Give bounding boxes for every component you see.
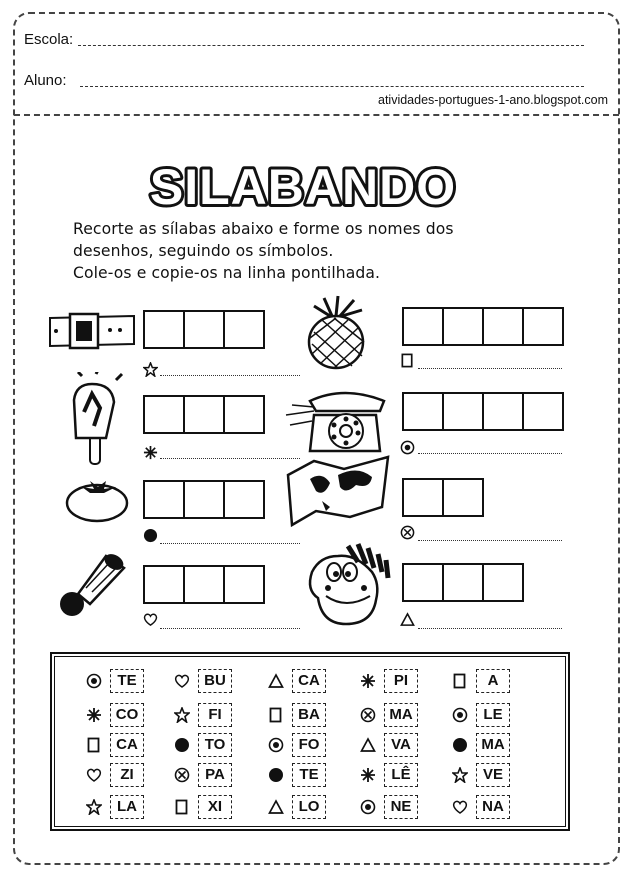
syllable-tile[interactable] <box>452 733 510 757</box>
triangle-icon <box>268 673 284 689</box>
square-icon <box>86 737 102 753</box>
square-icon <box>452 673 468 689</box>
syllable-tile[interactable] <box>174 795 232 819</box>
syllable-text: FI <box>198 703 232 727</box>
syllable-text: CO <box>110 703 144 727</box>
heart-icon <box>86 767 102 783</box>
star-icon <box>452 767 468 783</box>
syllable-text: MA <box>384 703 418 727</box>
syllable-text: TE <box>292 763 326 787</box>
syllable-text: BA <box>292 703 326 727</box>
syllable-tile[interactable] <box>268 669 326 693</box>
syllable-text: BU <box>198 669 232 693</box>
dotted-answer-line[interactable] <box>160 543 300 544</box>
syllable-text: MA <box>476 733 510 757</box>
syllable-tile[interactable] <box>268 763 326 787</box>
circle-x-icon <box>400 525 415 540</box>
star-icon <box>86 799 102 815</box>
answer-boxes <box>143 310 263 349</box>
syllable-tile[interactable] <box>86 795 144 819</box>
page-title <box>128 150 478 220</box>
syllable-box[interactable] <box>402 307 444 346</box>
syllable-text: LO <box>292 795 326 819</box>
syllable-box[interactable] <box>223 480 265 519</box>
school-field <box>24 31 73 48</box>
syllable-tile[interactable] <box>174 733 232 757</box>
syllable-tile[interactable] <box>268 703 326 727</box>
syllable-text: PI <box>384 669 418 693</box>
answer-boxes <box>402 307 562 346</box>
circle-dot-icon <box>86 673 102 689</box>
answer-boxes <box>402 563 522 602</box>
syllable-tile[interactable] <box>360 733 418 757</box>
syllable-box[interactable] <box>223 565 265 604</box>
syllable-tile[interactable] <box>174 703 232 727</box>
syllable-text: CA <box>110 733 144 757</box>
circle-dot-icon <box>268 737 284 753</box>
syllable-box[interactable] <box>402 563 444 602</box>
asterisk-icon <box>86 707 102 723</box>
circle-dot-icon <box>360 799 376 815</box>
syllable-tile[interactable] <box>174 669 232 693</box>
syllable-text: LE <box>476 703 510 727</box>
syllable-text: FO <box>292 733 326 757</box>
school-label: Escola: <box>24 31 74 48</box>
instruction-line: desenhos, seguindo os símbolos. <box>73 242 334 260</box>
syllable-text: LÊ <box>384 763 418 787</box>
star-icon <box>174 707 190 723</box>
dotted-answer-line[interactable] <box>160 375 300 376</box>
heart-icon <box>143 612 158 627</box>
instruction-line: Recorte as sílabas abaixo e forme os nomes dos <box>73 220 454 238</box>
syllable-tile[interactable] <box>360 795 418 819</box>
syllable-box[interactable] <box>143 395 185 434</box>
square-icon <box>174 799 190 815</box>
pineapple-icon <box>302 294 376 370</box>
circle-x-icon <box>174 767 190 783</box>
filled-circle-icon <box>174 737 190 753</box>
syllable-box[interactable] <box>522 392 564 431</box>
syllable-box[interactable] <box>482 307 524 346</box>
syllable-text: PA <box>198 763 232 787</box>
syllable-text: TE <box>110 669 144 693</box>
triangle-icon <box>268 799 284 815</box>
answer-boxes <box>143 565 263 604</box>
instruction-line: Cole-os e copie-os na linha pontilhada. <box>73 264 381 282</box>
heart-icon <box>174 673 190 689</box>
asterisk-icon <box>360 767 376 783</box>
horse-icon <box>298 538 402 626</box>
dotted-answer-line[interactable] <box>160 628 300 629</box>
syllable-text: CA <box>292 669 326 693</box>
syllable-text: LA <box>110 795 144 819</box>
square-icon <box>400 353 415 368</box>
answer-boxes <box>143 395 263 434</box>
syllable-box[interactable] <box>183 565 225 604</box>
syllable-box[interactable] <box>442 392 484 431</box>
telephone-icon <box>284 385 388 455</box>
square-icon <box>268 707 284 723</box>
dotted-answer-line[interactable] <box>418 368 562 369</box>
syllable-text: ZI <box>110 763 144 787</box>
filled-circle-icon <box>143 528 158 543</box>
title-text: SILABANDO <box>149 159 457 215</box>
answer-boxes <box>402 478 482 517</box>
student-field <box>24 72 67 89</box>
dotted-answer-line[interactable] <box>418 628 562 629</box>
filled-circle-icon <box>452 737 468 753</box>
whistle-icon <box>56 548 130 618</box>
syllable-box[interactable] <box>143 480 185 519</box>
dotted-answer-line[interactable] <box>418 453 562 454</box>
dotted-answer-line[interactable] <box>160 458 300 459</box>
syllable-box[interactable] <box>442 478 484 517</box>
syllable-text: XI <box>198 795 232 819</box>
syllable-text: NA <box>476 795 510 819</box>
map-icon <box>286 455 390 531</box>
circle-dot-icon <box>452 707 468 723</box>
filled-circle-icon <box>268 767 284 783</box>
syllable-tile[interactable] <box>452 669 510 693</box>
answer-boxes <box>143 480 263 519</box>
syllable-box[interactable] <box>183 480 225 519</box>
syllable-box[interactable] <box>223 310 265 349</box>
asterisk-icon <box>360 673 376 689</box>
syllable-tile[interactable] <box>452 763 510 787</box>
syllable-tile[interactable] <box>86 669 144 693</box>
syllable-box[interactable] <box>442 307 484 346</box>
syllable-tile[interactable] <box>86 703 144 727</box>
star-icon <box>143 362 158 377</box>
syllable-tile[interactable] <box>452 703 510 727</box>
syllable-box[interactable] <box>143 310 185 349</box>
syllable-box[interactable] <box>402 478 444 517</box>
heart-icon <box>452 799 468 815</box>
belt-icon <box>48 310 136 352</box>
syllable-tile[interactable] <box>174 763 232 787</box>
syllable-tile[interactable] <box>452 795 510 819</box>
syllable-tile[interactable] <box>268 733 326 757</box>
answer-boxes <box>402 392 562 431</box>
syllable-box[interactable] <box>223 395 265 434</box>
syllable-box[interactable] <box>482 392 524 431</box>
syllable-box[interactable] <box>522 307 564 346</box>
school-input-line[interactable] <box>78 45 584 46</box>
syllable-text: A <box>476 669 510 693</box>
syllable-text: VE <box>476 763 510 787</box>
circle-dot-icon <box>400 440 415 455</box>
triangle-icon <box>360 737 376 753</box>
student-input-line[interactable] <box>80 86 584 87</box>
circle-x-icon <box>360 707 376 723</box>
asterisk-icon <box>143 445 158 460</box>
syllable-box[interactable] <box>143 565 185 604</box>
syllable-box[interactable] <box>402 392 444 431</box>
syllable-tile[interactable] <box>360 703 418 727</box>
instructions <box>73 218 454 284</box>
syllable-box[interactable] <box>183 310 225 349</box>
syllable-tile[interactable] <box>360 669 418 693</box>
triangle-icon <box>400 612 415 627</box>
syllable-box[interactable] <box>482 563 524 602</box>
dotted-answer-line[interactable] <box>418 540 562 541</box>
syllable-text: VA <box>384 733 418 757</box>
syllable-tile[interactable] <box>360 763 418 787</box>
student-label: Aluno: <box>24 72 67 89</box>
syllable-text: NE <box>384 795 418 819</box>
popsicle-icon <box>66 372 128 466</box>
syllable-text: TO <box>198 733 232 757</box>
syllable-tile[interactable] <box>86 733 144 757</box>
syllable-tile[interactable] <box>86 763 144 787</box>
syllable-box[interactable] <box>442 563 484 602</box>
syllable-box[interactable] <box>183 395 225 434</box>
syllable-tile[interactable] <box>268 795 326 819</box>
tomato-icon <box>64 477 130 523</box>
website-text: atividades-portugues-1-ano.blogspot.com <box>378 93 608 107</box>
header-divider <box>14 114 619 116</box>
